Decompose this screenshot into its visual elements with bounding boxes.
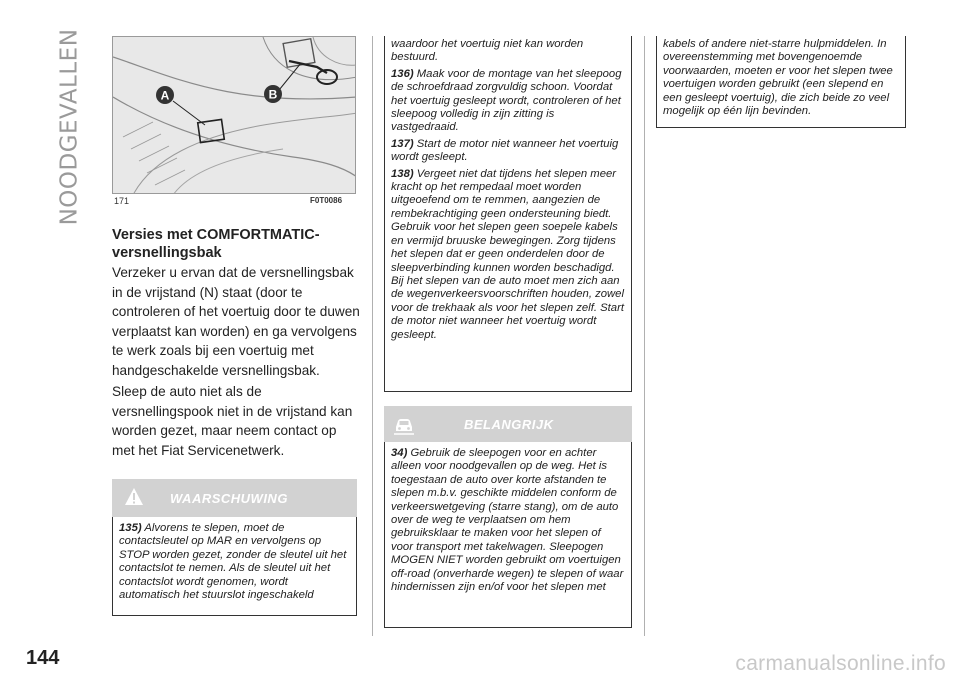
warning-box-part-2: [384, 36, 632, 392]
warning-item-137-number: 137): [391, 137, 414, 150]
important-item-34-text-1: Gebruik de sleepogen voor en achter alleen voor noodgevallen op de weg. Het is toegestaan de auto over korte afstanden te slepen m.b.v. geschikte middelen conform de verkeerswetgeving (starre stang), om de auto over de weg te verplaatsen om hem gebruiksklaar te maken voor het slepen of voor transport met takelwagen. Sleepogen MOGEN NIET worden gebruikt om voertuigen off-road (onverharde wegen) te slepen of waar hindernissen zijn en/of voor het slepen met: [391, 447, 624, 594]
section-paragraph-1: Verzeker u ervan dat de versnellingsbak in de vrijstand (N) staat (door te controleren of het voertuig door te duwen verplaatst kan worden) en ga vervolgens te werk zoals bij een voertuig met handgeschakelde versnellingsbak.: [112, 265, 360, 378]
warning-item-135: [119, 522, 349, 602]
warning-item-136: [391, 68, 624, 135]
important-item-34-text-2: kabels of andere niet-starre hulpmiddelen. In overeenstemming met bovengenoemde voorwaarden, moeten er voor het slepen twee voertuigen worden gebruikt (een slepend en een gesleept voertuig), die zich beide zo veel mogelijk op één lijn bevinden.: [663, 38, 893, 118]
warning-item-136-text: Maak voor de montage van het sleepoog de schroefdraad zorgvuldig schoon. Voordat het voertuig gesleept wordt, controleren of het sleepoog volledig in zijn zitting is vastgedraaid.: [391, 67, 622, 134]
important-header: [384, 406, 632, 442]
column-divider-left: [372, 36, 373, 636]
warning-item-135-text-1: Alvorens te slepen, moet de contactsleutel op MAR en vervolgens op STOP worden gezet, zonder de sleutel uit het contactslot te nemen. Als de sleutel uit het contactslot wordt genomen, wordt automatisch het stuurslot ingeschakeld: [119, 522, 347, 602]
figure-code: F0T0086: [310, 196, 343, 205]
chapter-title: [56, 28, 82, 226]
warning-item-138: [391, 168, 624, 342]
warning-item-138-number: 138): [391, 167, 414, 180]
tow-hook-drawing: [113, 37, 356, 194]
car-icon: [392, 412, 416, 436]
warning-item-135-continued: [391, 38, 624, 65]
important-item-34-number: 34): [391, 447, 408, 459]
warning-item-137-text: Start de motor niet wanneer het voertuig wordt gesleept.: [391, 137, 619, 164]
warning-item-137: [391, 138, 624, 165]
warning-box-part-1: [112, 517, 357, 616]
important-header-label: BELANGRIJK: [464, 416, 554, 432]
important-box-part-1: [384, 442, 632, 628]
figure-label-a: A: [160, 88, 170, 103]
warning-item-138-text: Vergeet niet dat tijdens het slepen meer kracht op het rempedaal moet worden uitgeoefend om te remmen, aangezien de rembekrachtiging geen ondersteuning biedt. Gebruik voor het slepen geen soepele kabels en vermijd bruuske bewegingen. Zorg tijdens het slepen dat er geen onderdelen door de sleepverbinding kunnen worden beschadigd. Bij het slepen van de auto moet men zich aan de wegenverkeersvoorschriften houden, zowel voor de trekhaak als voor het slepen zelf. Start de motor niet wanneer het voertuig wordt gesleept.: [391, 167, 624, 341]
warning-item-135-number: 135): [119, 522, 142, 534]
figure-number: 171: [114, 196, 130, 206]
figure-label-b: B: [268, 87, 278, 102]
chapter-title-text: NOODGEVALLEN: [56, 28, 82, 226]
warning-header: [112, 479, 357, 517]
figure-tow-hook-illustration: [112, 36, 356, 194]
important-item-34: [391, 447, 624, 594]
warning-item-135-text-2: waardoor het voertuig niet kan worden bestuurd.: [391, 38, 584, 64]
warning-header-label: WAARSCHUWING: [170, 490, 288, 506]
warning-triangle-icon: [124, 487, 144, 507]
important-item-34-continued: [663, 38, 898, 118]
important-box-part-2: [656, 36, 906, 128]
page-number: 144: [26, 647, 60, 669]
section-paragraph-2: Sleep de auto niet als de versnellingspook niet in de vrijstand kan worden gezet, maar neem contact op met het Fiat Servicenetwerk.: [112, 384, 353, 458]
watermark: carmanualsonline.info: [735, 652, 946, 675]
column-divider-right: [644, 36, 645, 636]
warning-item-136-number: 136): [391, 67, 414, 80]
section-heading: Versies met COMFORTMATIC-versnellingsbak: [112, 227, 320, 261]
